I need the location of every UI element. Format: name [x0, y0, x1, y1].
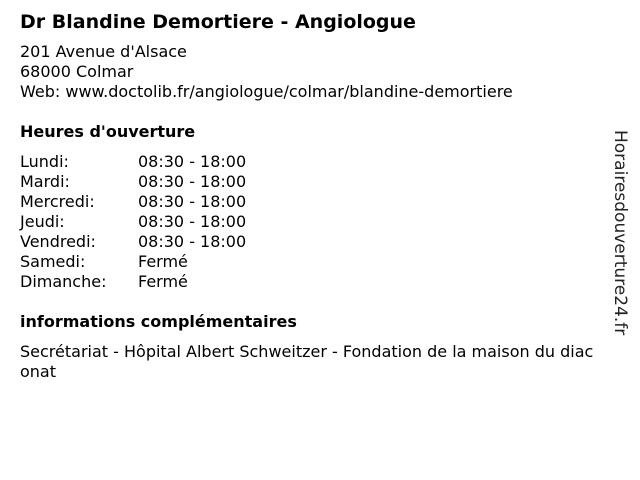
hours-row-monday — [20, 152, 246, 172]
address-street: 201 Avenue d'Alsace — [20, 42, 187, 61]
address-city: 68000 Colmar — [20, 62, 134, 81]
opening-hours-heading: Heures d'ouverture — [20, 122, 196, 141]
hours-row-thursday — [20, 212, 246, 232]
watermark — [605, 130, 635, 350]
page-title: Dr Blandine Demortiere - Angiologue — [20, 11, 416, 33]
day-label: Mardi: — [20, 172, 70, 191]
day-hours: 08:30 - 18:00 — [138, 232, 247, 251]
day-label: Lundi: — [20, 152, 69, 171]
day-label: Dimanche: — [20, 272, 107, 291]
day-hours: 08:30 - 18:00 — [138, 172, 247, 191]
day-label: Jeudi: — [20, 212, 65, 231]
hours-row-tuesday — [20, 172, 246, 192]
day-hours: 08:30 - 18:00 — [138, 152, 247, 171]
hours-row-sunday — [20, 272, 246, 292]
opening-hours-table — [20, 152, 246, 292]
additional-info-text: Secrétariat - Hôpital Albert Schweitzer - Fondation de la maison du diaconat — [20, 342, 594, 381]
day-label: Vendredi: — [20, 232, 96, 251]
day-hours: Fermé — [138, 252, 188, 271]
day-hours: 08:30 - 18:00 — [138, 212, 247, 231]
day-label: Samedi: — [20, 252, 86, 271]
hours-row-friday — [20, 232, 246, 252]
hours-row-saturday — [20, 252, 246, 272]
watermark-text: Horairesdouverture24.fr — [610, 130, 630, 336]
additional-info-heading: informations complémentaires — [20, 312, 297, 331]
hours-row-wednesday — [20, 192, 246, 212]
day-hours: 08:30 - 18:00 — [138, 192, 247, 211]
day-hours: Fermé — [138, 272, 188, 291]
website-link[interactable]: Web: www.doctolib.fr/angiologue/colmar/blandine-demortiere — [20, 82, 513, 101]
business-card — [20, 10, 600, 382]
day-label: Mercredi: — [20, 192, 95, 211]
